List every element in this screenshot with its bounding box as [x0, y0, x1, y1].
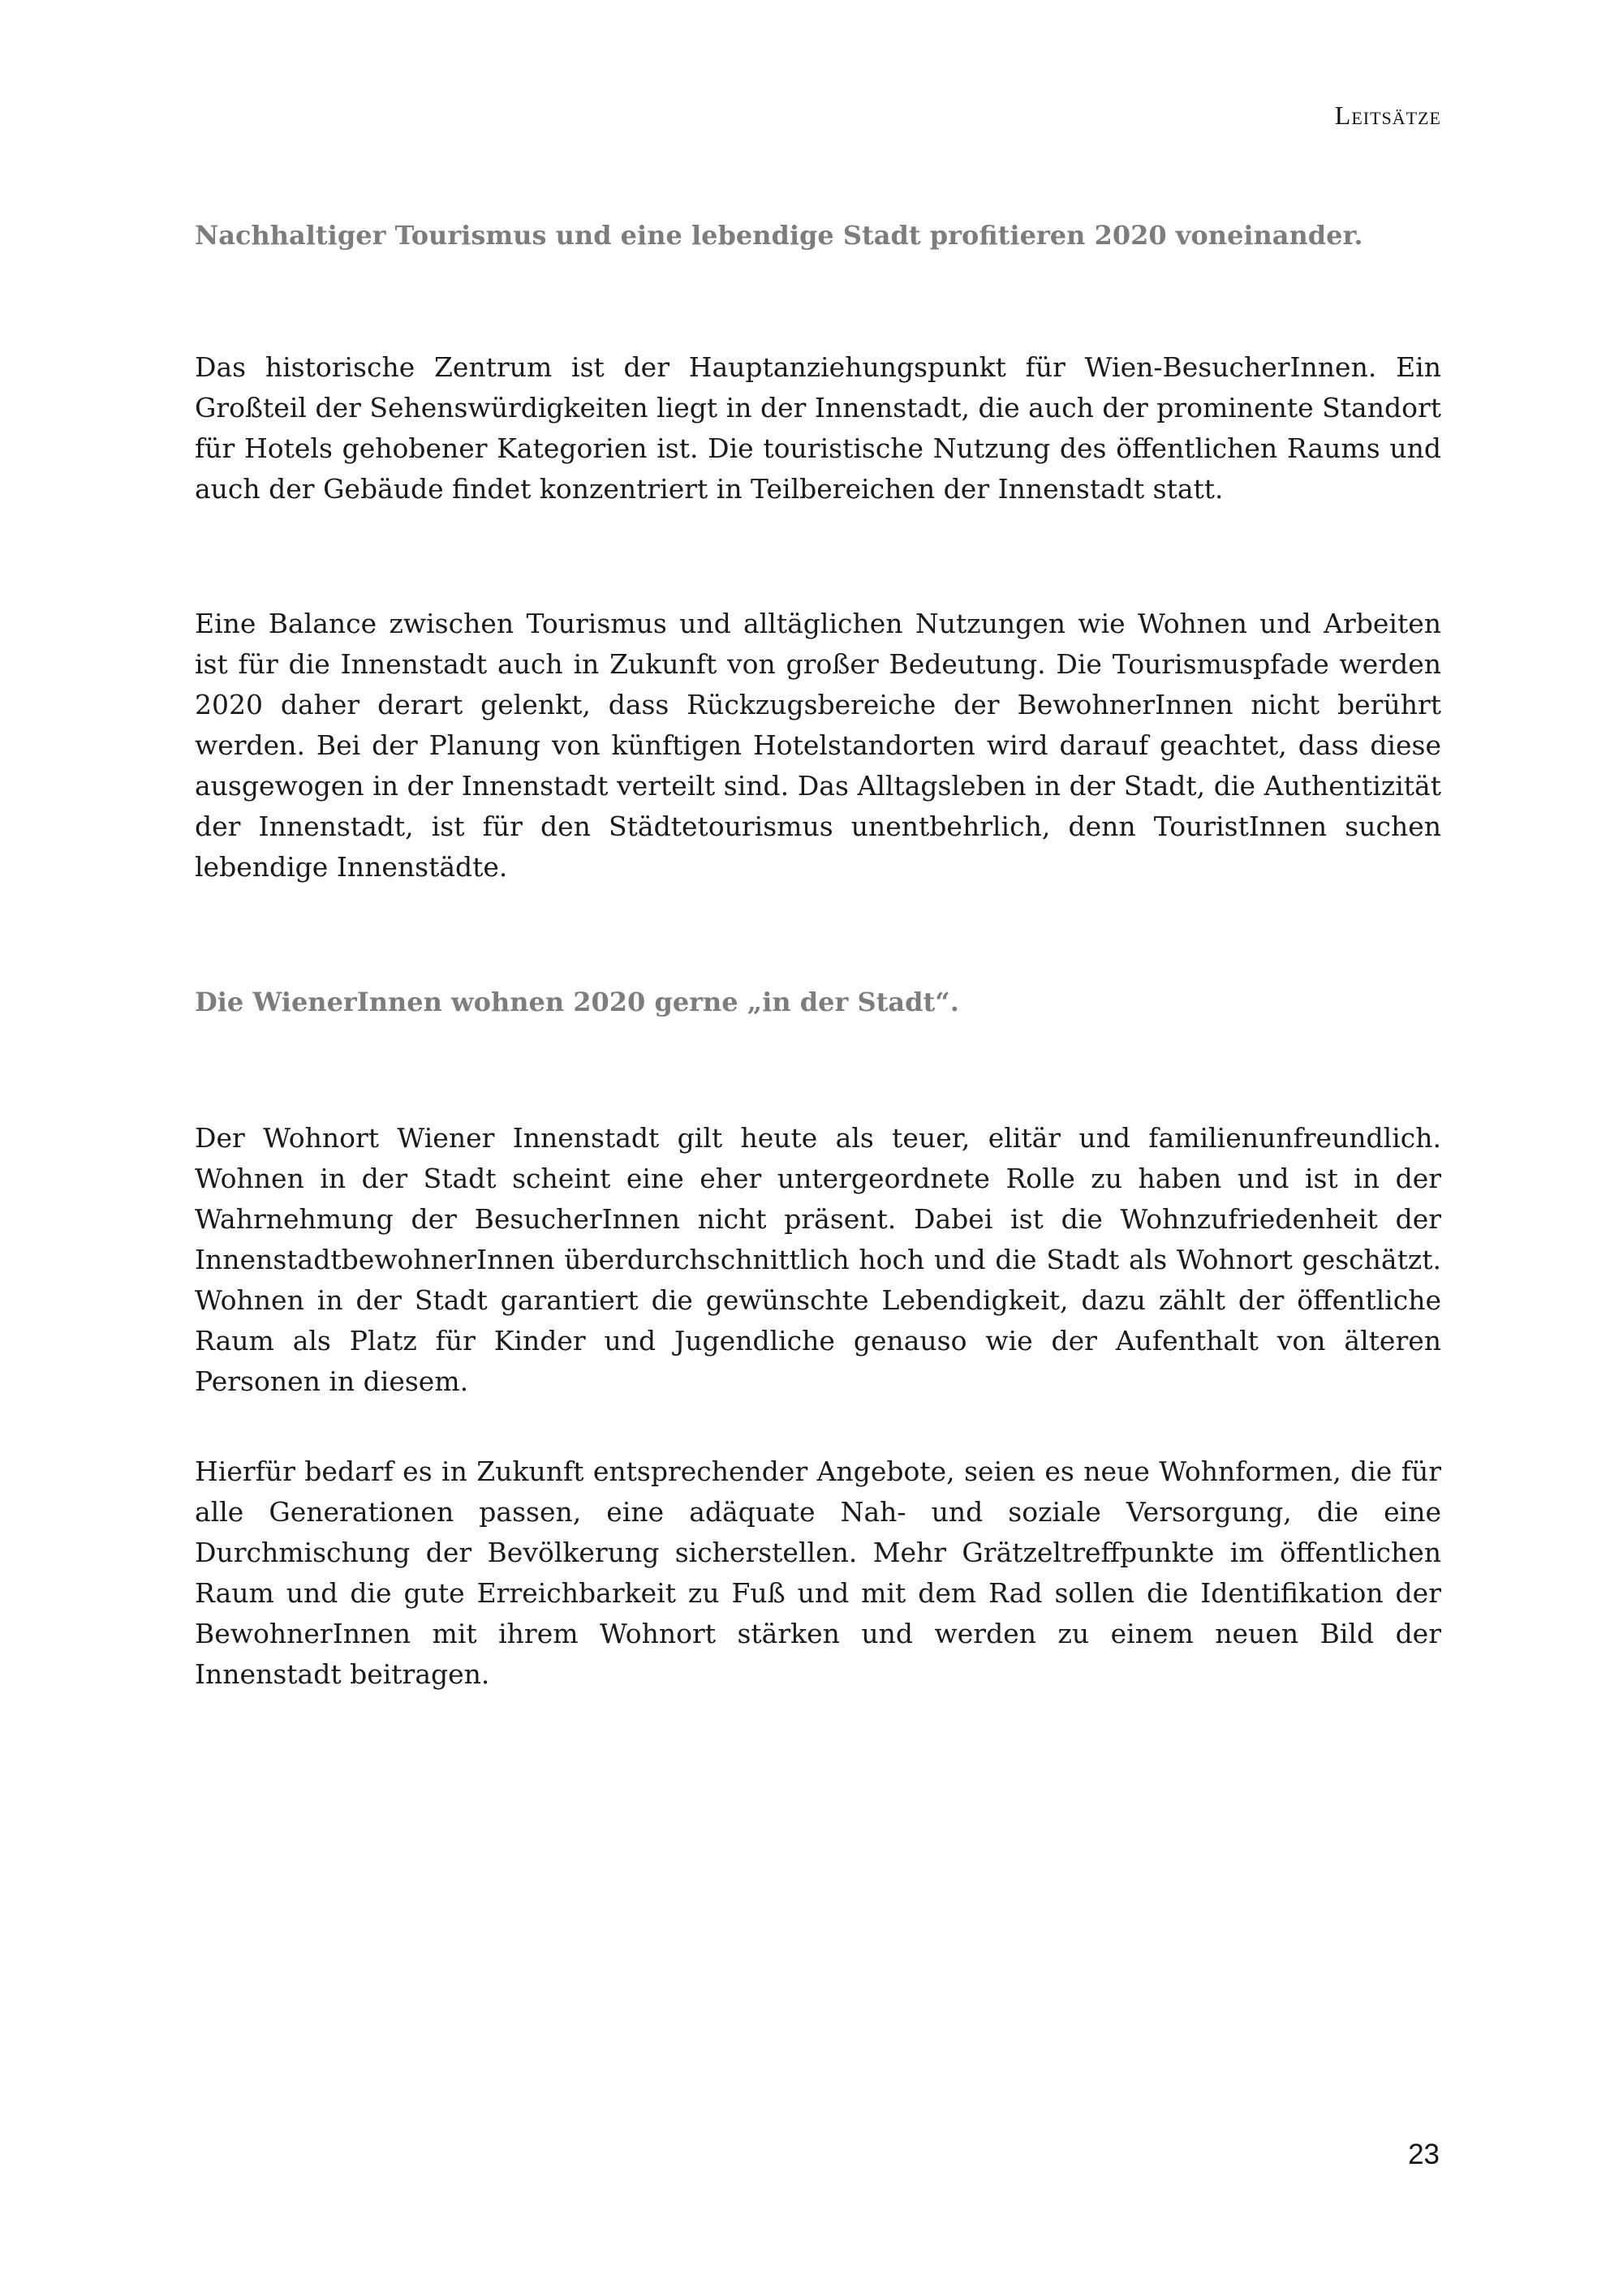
running-header: Leitsätze — [1334, 101, 1441, 130]
paragraph: Hierfür bedarf es in Zukunft entsprechender Angebote, seien es neue Wohnformen, die für alle Generationen passen, eine adäquate Nah- und soziale Versorgung, die eine Durchmischung der Bevölkerung sicherstellen. Mehr Grätzeltreffpunkte im öffentlichen Raum und die gute Erreichbarkeit zu Fuß und mit dem Rad sollen die Identifikation der BewohnerInnen mit ihrem Wohnort stärken und werden zu einem neuen Bild der Innenstadt beitragen. — [195, 1455, 1441, 1690]
paragraph: Das historische Zentrum ist der Hauptanziehungspunkt für Wien-BesucherInnen. Ein Großteil der Sehenswürdigkeiten liegt in der Innenstadt, die auch der prominente Standort für Hotels gehobener Kategorien ist. Die touristische Nutzung des öffentlichen Raums und auch der Gebäude findet konzentriert in Teilbereichen der Innenstadt statt. — [195, 351, 1441, 505]
paragraph: Der Wohnort Wiener Innenstadt gilt heute als teuer, elitär und familienunfreundlich. Wohnen in der Stadt scheint eine eher untergeordnete Rolle zu haben und ist in der Wahrnehmung der BesucherInnen nicht präsent. Dabei ist die Wohnzufriedenheit der InnenstadtbewohnerInnen überdurchschnittlich hoch und die Stadt als Wohnort geschätzt. Wohnen in der Stadt garantiert die gewünschte Lebendigkeit, dazu zählt der öffentliche Raum als Platz für Kinder und Jugendliche genauso wie der Aufenthalt von älteren Personen in diesem. — [195, 1122, 1441, 1397]
section-heading: Nachhaltiger Tourismus und eine lebendige Stadt profitieren 2020 voneinander. — [195, 220, 1363, 251]
section-heading: Die WienerInnen wohnen 2020 gerne „in der Stadt“. — [195, 987, 959, 1017]
page-number: 23 — [1408, 2139, 1440, 2170]
paragraph: Eine Balance zwischen Tourismus und alltäglichen Nutzungen wie Wohnen und Arbeiten ist für die Innenstadt auch in Zukunft von großer Bedeutung. Die Tourismuspfade werden 2020 daher derart gelenkt, dass Rückzugsbereiche der BewohnerInnen nicht berührt werden. Bei der Planung von künftigen Hotelstandorten wird darauf geachtet, dass diese ausgewogen in der Innenstadt verteilt sind. Das Alltagsleben in der Stadt, die Authentizität der Innenstadt, ist für den Städtetourismus unentbehrlich, denn TouristInnen suchen lebendige Innenstädte. — [195, 608, 1441, 883]
